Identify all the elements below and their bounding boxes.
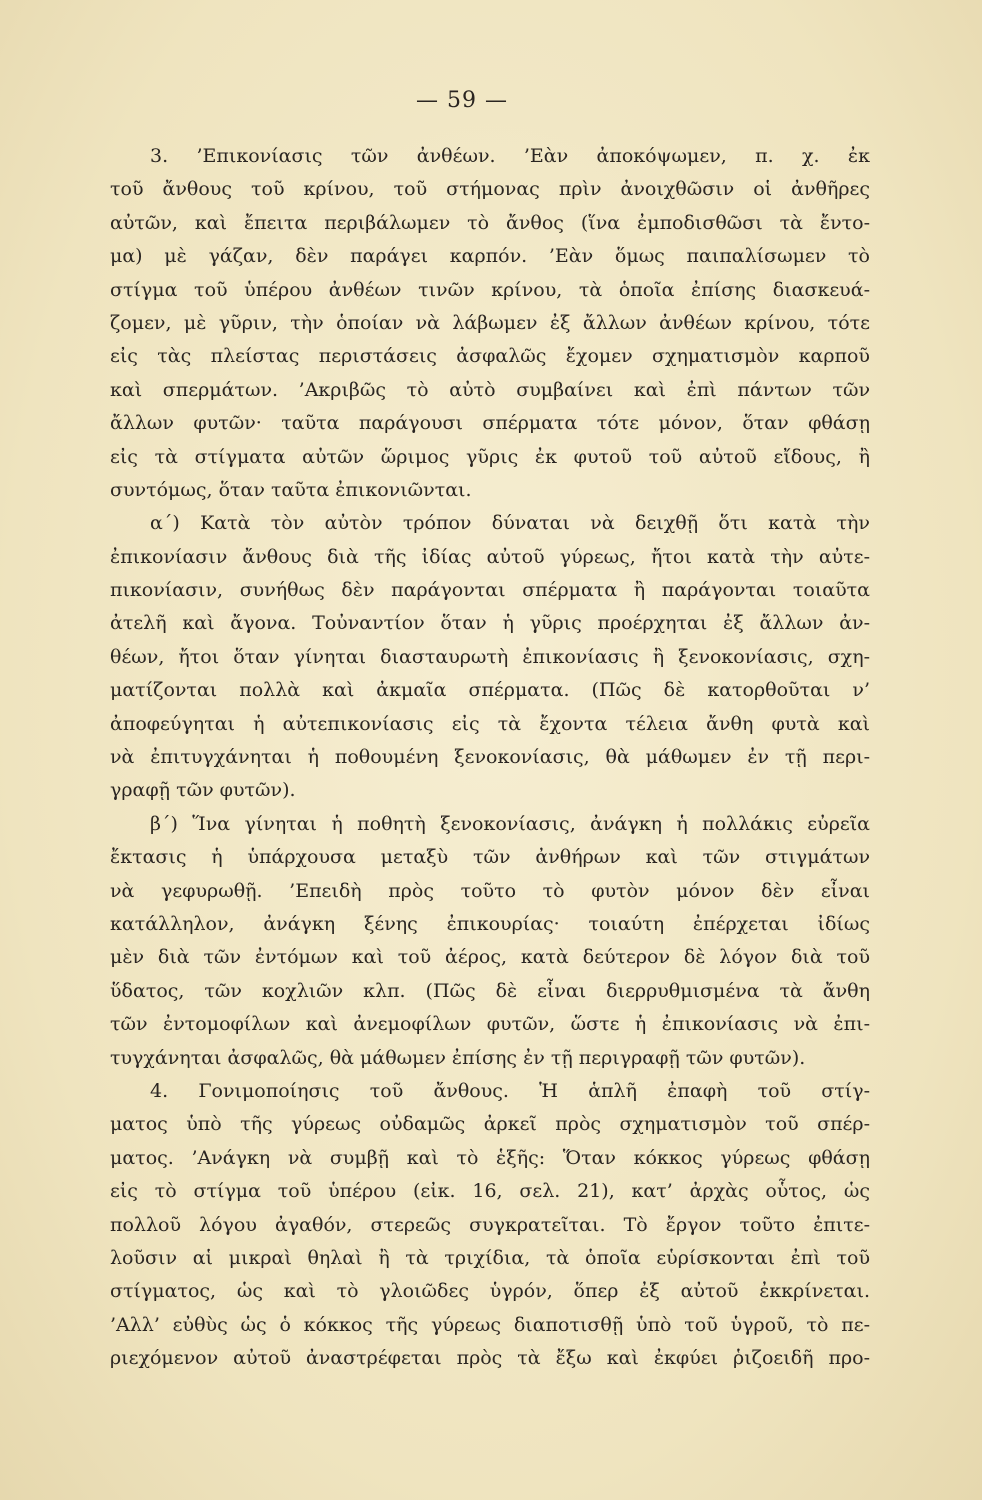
text-line [110, 908, 870, 941]
text-line-content: 3. ’Επικονίασις τῶν ἀνθέων. ’Εὰν ἀποκόψωμεν, π. χ. ἐκ [150, 145, 870, 167]
text-line-content: 4. Γονιμοποίησις τοῦ ἄνθους. Ἡ ἁπλῆ ἐπαφὴ τοῦ στίγ- [150, 1079, 870, 1102]
text-line [110, 975, 870, 1008]
text-line [110, 1175, 870, 1208]
text-line [110, 1042, 870, 1075]
text-line-content: ματίζονται πολλὰ καὶ ἀκμαῖα σπέρματα. (Πῶς δὲ κατορθοῦται ν’ [110, 679, 870, 702]
text-line [110, 607, 870, 640]
text-line-content: μα) μὲ γάζαν, δὲν παράγει καρπόν. ’Εὰν ὅμως παιπαλίσωμεν τὸ [110, 245, 870, 268]
text-line [110, 1309, 870, 1342]
text-line [110, 1242, 870, 1275]
text-line-content: α΄) Κατὰ τὸν αὐτὸν τρόπον δύναται νὰ δειχθῇ ὅτι κατὰ τὴν [150, 512, 870, 535]
text-line-content: στίγμα τοῦ ὑπέρου ἀνθέων τινῶν κρίνου, τὰ ὁποῖα ἐπίσης διασκευά- [110, 278, 870, 301]
text-line-content: εἰς τὸ στίγμα τοῦ ὑπέρου (εἰκ. 16, σελ. 21), κατ’ ἀρχὰς οὗτος, ὡς [110, 1180, 870, 1203]
text-line-content: ζομεν, μὲ γῦριν, τὴν ὁποίαν νὰ λάβωμεν ἐξ ἄλλων ἀνθέων κρίνου, τότε [110, 311, 870, 334]
text-line-content: νὰ γεφυρωθῇ. ’Επειδὴ πρὸς τοῦτο τὸ φυτὸν μόνον δὲν εἶναι [110, 879, 870, 902]
text-line [110, 641, 870, 674]
text-line-content: μὲν διὰ τῶν ἐντόμων καὶ τοῦ ἀέρος, κατὰ δεύτερον δὲ λόγον διὰ τοῦ [110, 946, 870, 969]
text-line [110, 841, 870, 874]
text-line [110, 808, 870, 841]
text-line [110, 741, 870, 774]
text-line [110, 1108, 870, 1141]
text-line [110, 340, 870, 373]
text-line-content: πολλοῦ λόγου ἀγαθόν, στερεῶς συγκρατεῖται. Τὸ ἔργον τοῦτο ἐπιτε- [110, 1213, 870, 1236]
text-line [110, 1275, 870, 1308]
text-line [110, 574, 870, 607]
text-line-content: β΄) Ἵνα γίνηται ἡ ποθητὴ ξενοκονίασις, ἀνάγκη ἡ πολλάκις εὐρεῖα [150, 812, 870, 835]
text-line [110, 1075, 870, 1108]
text-line [110, 140, 870, 173]
text-line [110, 507, 870, 540]
text-line [110, 674, 870, 707]
text-line [110, 374, 870, 407]
text-line [110, 1209, 870, 1242]
text-line [110, 875, 870, 908]
text-line-content: πικονίασιν, συνήθως δὲν παράγονται σπέρματα ἢ παράγονται τοιαῦτα [110, 579, 870, 602]
text-line-content: συντόμως, ὅταν ταῦτα ἐπικονιῶνται. [110, 478, 472, 501]
text-line-content: θέων, ἤτοι ὅταν γίνηται διασταυρωτὴ ἐπικονίασις ἢ ξενοκονίασις, σχη- [110, 645, 870, 668]
text-line-content: ματος. ’Ανάγκη νὰ συμβῇ καὶ τὸ ἑξῆς: Ὅταν κόκκος γύρεως φθάσῃ [110, 1146, 870, 1169]
text-line-content: τυγχάνηται ἀσφαλῶς, θὰ μάθωμεν ἐπίσης ἐν τῇ περιγραφῇ τῶν φυτῶν). [110, 1046, 806, 1069]
text-line-content: ἔκτασις ἡ ὑπάρχουσα μεταξὺ τῶν ἀνθήρων καὶ τῶν στιγμάτων [110, 846, 870, 869]
text-line [110, 474, 870, 507]
text-line-content: ἐπικονίασιν ἄνθους διὰ τῆς ἰδίας αὐτοῦ γύρεως, ἤτοι κατὰ τὴν αὐτε- [110, 545, 870, 568]
text-line [110, 307, 870, 340]
text-line [110, 207, 870, 240]
page-number: — 59 — [416, 88, 508, 113]
text-line-content: τοῦ ἄνθους τοῦ κρίνου, τοῦ στήμονας πρὶν ἀνοιχθῶσιν οἱ ἀνθῆρες [110, 178, 870, 201]
text-line-content: κατάλληλον, ἀνάγκη ξένης ἐπικουρίας· τοιαύτη ἐπέρχεται ἰδίως [110, 912, 870, 935]
text-line-content: ὕδατος, τῶν κοχλιῶν κλπ. (Πῶς δὲ εἶναι διερρυθμισμένα τὰ ἄνθη [110, 979, 870, 1002]
text-line-content: στίγματος, ὡς καὶ τὸ γλοιῶδες ὑγρόν, ὅπερ ἐξ αὐτοῦ ἐκκρίνεται. [110, 1280, 870, 1303]
text-line-content: ’Αλλ’ εὐθὺς ὡς ὁ κόκκος τῆς γύρεως διαποτισθῇ ὑπὸ τοῦ ὑγροῦ, τὸ πε- [110, 1313, 870, 1336]
text-line [110, 1342, 870, 1375]
page-body [110, 140, 870, 1375]
text-line [110, 240, 870, 273]
text-line-content: ἄλλων φυτῶν· ταῦτα παράγουσι σπέρματα τότε μόνον, ὅταν φθάσῃ [110, 412, 870, 435]
text-line-content: ματος ὑπὸ τῆς γύρεως οὐδαμῶς ἀρκεῖ πρὸς σχηματισμὸν τοῦ σπέρ- [110, 1113, 870, 1136]
text-line [110, 1142, 870, 1175]
text-line-content: εἰς τὰς πλείστας περιστάσεις ἀσφαλῶς ἔχομεν σχηματισμὸν καρποῦ [110, 345, 870, 368]
text-line [110, 441, 870, 474]
text-line [110, 708, 870, 741]
text-line-content: γραφῇ τῶν φυτῶν). [110, 779, 296, 802]
text-line [110, 774, 870, 807]
text-line-content: αὐτῶν, καὶ ἔπειτα περιβάλωμεν τὸ ἄνθος (ἵνα ἐμποδισθῶσι τὰ ἔντο- [110, 211, 870, 234]
text-line [110, 407, 870, 440]
text-line [110, 274, 870, 307]
text-line-content: λοῦσιν αἱ μικραὶ θηλαὶ ἢ τὰ τριχίδια, τὰ ὁποῖα εὑρίσκονται ἐπὶ τοῦ [110, 1246, 870, 1269]
text-line [110, 541, 870, 574]
text-line-content: εἰς τὰ στίγματα αὐτῶν ὥριμος γῦρις ἐκ φυτοῦ τοῦ αὐτοῦ εἴδους, ἢ [110, 445, 870, 468]
text-line-content: ἀποφεύγηται ἡ αὐτεπικονίασις εἰς τὰ ἔχοντα τέλεια ἄνθη φυτὰ καὶ [110, 712, 870, 735]
text-line-content: ἀτελῆ καὶ ἄγονα. Τοὐναντίον ὅταν ἡ γῦρις προέρχηται ἐξ ἄλλων ἀν- [110, 612, 870, 635]
text-line-content: ριεχόμενον αὐτοῦ ἀναστρέφεται πρὸς τὰ ἔξω καὶ ἐκφύει ῥιζοειδῆ προ- [110, 1347, 870, 1370]
text-line [110, 1008, 870, 1041]
text-line-content: νὰ ἐπιτυγχάνηται ἡ ποθουμένη ξενοκονίασις, θὰ μάθωμεν ἐν τῇ περι- [110, 746, 870, 769]
text-line-content: τῶν ἐντομοφίλων καὶ ἀνεμοφίλων φυτῶν, ὥστε ἡ ἐπικονίασις νὰ ἐπι- [110, 1013, 870, 1036]
text-line [110, 941, 870, 974]
text-line [110, 173, 870, 206]
text-line-content: καὶ σπερμάτων. ’Ακριβῶς τὸ αὐτὸ συμβαίνει καὶ ἐπὶ πάντων τῶν [110, 378, 870, 401]
